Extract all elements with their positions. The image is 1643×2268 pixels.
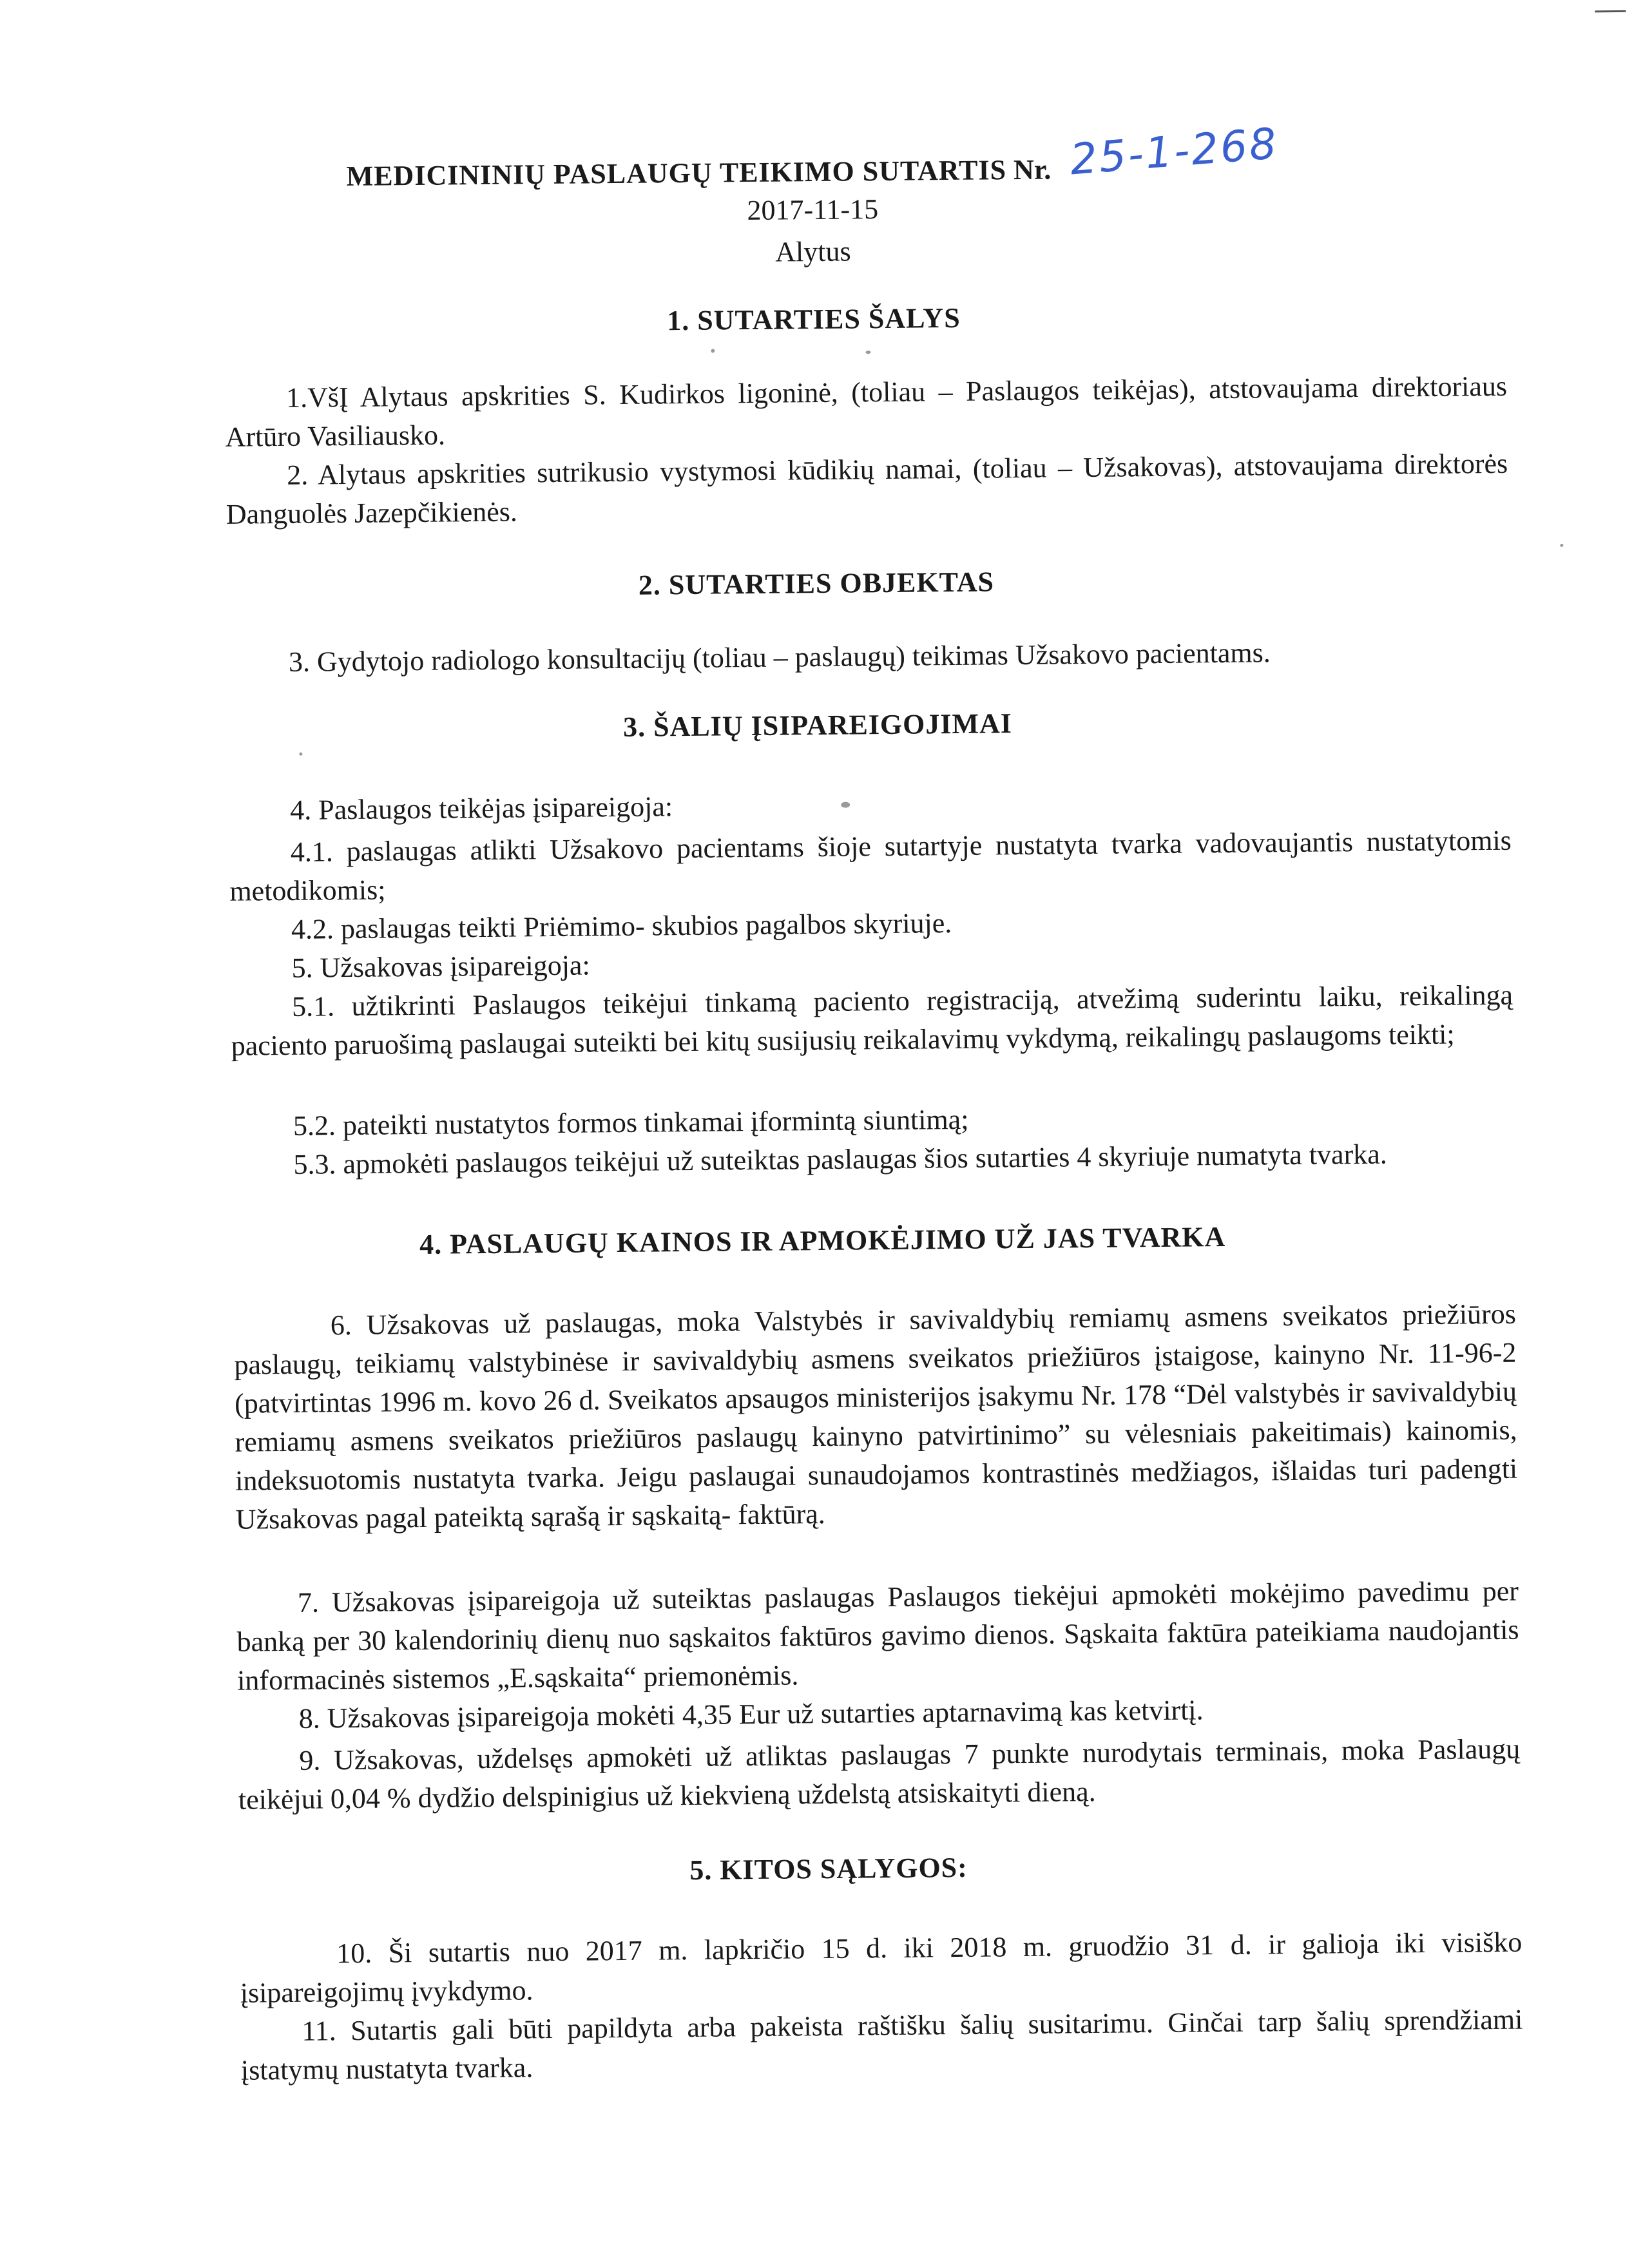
paragraph-6: 6. Užsakovas už paslaugas, moka Valstybės ir savivaldybių remiamų asmens sveikatos priežiūros paslaugų, teikiamų valstybinėse ir savivaldybių asmens sveikatos priežiūros įstaigose, kainyno Nr. 11-96-2 (patvirtintas 1996 m. kovo 26 d. Sveikatos apsaugos ministerijos įsakymu Nr. 178 “Dėl valstybės ir savivaldybių remiamų asmens sveikatos priežiūros paslaugų kainyno patvirtinimo” su vėlesniais pakeitimais) kainomis, indeksuotomis nustatyta tvarka. Jeigu paslaugai sunaudojamos kontrastinės medžiagos, išlaidas turi padengti Užsakovas pagal pateiktą sąrašą ir sąskaitą- faktūrą. — [234, 1298, 1518, 1535]
paragraph-11: 11. Sutartis gali būti papildyta arba pakeista raštišku šalių susitarimu. Ginčai tarp šalių sprendžiami įstatymų nustatyta tvarka. — [240, 2003, 1523, 2086]
scan-edge-mark — [1595, 10, 1626, 12]
paragraph-4-1: 4.1. paslaugas atlikti Užsakovo pacientams šioje sutartyje nustatyta tvarka vadovaujantis nustatytomis metodikomis; — [229, 824, 1512, 907]
paragraph-4: 4. Paslaugos teikėjas įsipareigoja: — [289, 791, 673, 826]
document-number-label: Nr. — [1013, 153, 1052, 186]
paragraph-8: 8. Užsakovas įsipareigoja mokėti 4,35 Eur už sutarties aptarnavimą kas ketvirtį. — [298, 1694, 1204, 1735]
document-title: MEDICININIŲ PASLAUGŲ TEIKIMO SUTARTIS — [346, 154, 1007, 193]
section-1-heading: 1. SUTARTIES ŠALYS — [667, 302, 961, 337]
handwritten-contract-number: 25-1-268 — [1068, 118, 1280, 185]
section-3-heading: 3. ŠALIŲ ĮSIPAREIGOJIMAI — [622, 707, 1013, 743]
document-city: Alytus — [775, 235, 851, 268]
paragraph-5-2: 5.2. pateikti nustatytos formos tinkamai įformintą siuntimą; — [293, 1103, 969, 1142]
scan-speck — [1560, 544, 1563, 547]
paragraph-5-3: 5.3. apmokėti paslaugos teikėjui už suteiktas paslaugas šios sutarties 4 skyriuje numatyta tvarka. — [293, 1138, 1387, 1180]
paragraph-7: 7. Užsakovas įsipareigoja už suteiktas paslaugas Paslaugos tiekėjui apmokėti mokėjimo pavedimu per banką per 30 kalendorinių dienų nuo sąskaitos faktūros gavimo dienos. Sąskaita faktūra pateikiama naudojantis informacinės sistemos „E.sąskaita“ priemonėmis. — [236, 1575, 1519, 1696]
paragraph-4-2: 4.2. paslaugas teikti Priėmimo- skubios pagalbos skyriuje. — [291, 907, 952, 945]
paragraph-3: 3. Gydytojo radiologo konsultacijų (toliau – paslaugų) teikimas Užsakovo pacientams. — [288, 637, 1271, 678]
scan-speck — [711, 349, 715, 353]
scan-speck — [865, 351, 870, 354]
section-2-heading: 2. SUTARTIES OBJEKTAS — [638, 566, 995, 601]
paragraph-10: 10. Ši sutartis nuo 2017 m. lapkričio 15 d. iki 2018 m. gruodžio 31 d. ir galioja iki visiško įsipareigojimų įvykdymo. — [240, 1926, 1523, 2009]
paragraph-2: 2. Alytaus apskrities sutrikusio vystymosi kūdikių namai, (toliau – Užsakovas), atstovaujama direktorės Danguolės Jazepčikienės. — [226, 447, 1508, 530]
scan-speck — [299, 753, 302, 756]
section-5-heading: 5. KITOS SĄLYGOS: — [689, 1851, 968, 1887]
document-date: 2017-11-15 — [747, 193, 879, 227]
section-4-heading: 4. PASLAUGŲ KAINOS IR APMOKĖJIMO UŽ JAS TVARKA — [419, 1220, 1226, 1260]
paragraph-9: 9. Užsakovas, uždelsęs apmokėti už atliktas paslaugas 7 punkte nurodytais terminais, moka Paslaugų teikėjui 0,04 % dydžio delspinigius už kiekvieną uždelstą atsiskaityti dieną. — [238, 1733, 1521, 1816]
paragraph-5-1: 5.1. užtikrinti Paslaugos teikėjui tinkamą paciento registraciją, atvežimą suderintu laiku, reikalingą paciento paruošimą paslaugai suteikti bei kitų susijusių reikalavimų vykdymą, reikalingų paslaugoms teikti; — [231, 979, 1513, 1062]
paragraph-5: 5. Užsakovas įsipareigoja: — [291, 949, 590, 984]
paragraph-1: 1.VšĮ Alytaus apskrities S. Kudirkos ligoninė, (toliau – Paslaugos teikėjas), atstovaujama direktoriaus Artūro Vasiliausko. — [225, 370, 1508, 453]
